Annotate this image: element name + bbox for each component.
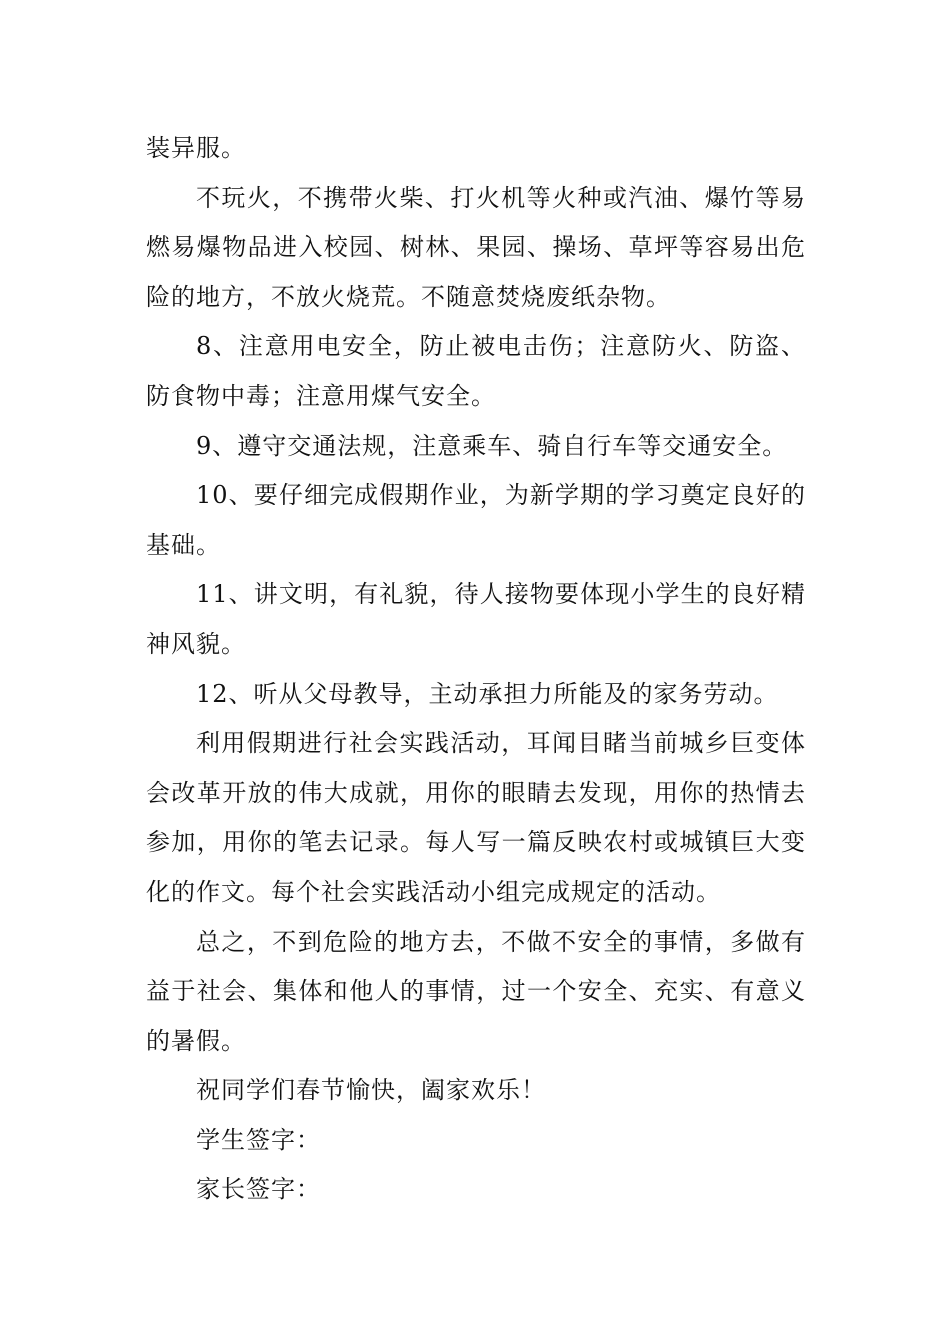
paragraph-item-10: 10、要仔细完成假期作业，为新学期的学习奠定良好的基础。 <box>146 481 806 559</box>
paragraph-summary: 总之，不到危险的地方去，不做不安全的事情，多做有益于社会、集体和他人的事情，过一个安全、充实、有意义的暑假。 <box>146 927 806 1055</box>
paragraph-greeting: 祝同学们春节愉快，阖家欢乐！ <box>196 1076 546 1105</box>
paragraph-item-8: 8、注意用电安全，防止被电击伤；注意防火、防盗、防食物中毒；注意用煤气安全。 <box>146 332 806 410</box>
paragraph-social-practice: 利用假期进行社会实践活动，耳闻目睹当前城乡巨变体会改革开放的伟大成就，用你的眼睛去发现，用你的热情去参加，用你的笔去记录。每人写一篇反映农村或城镇巨大变化的作文。每个社会实践活动小组完成规定的活动。 <box>146 729 806 906</box>
document-body <box>146 124 806 1215</box>
paragraph-item-12: 12、听从父母教导，主动承担力所能及的家务劳动。 <box>196 679 779 708</box>
parent-signature-label: 家长签字： <box>196 1175 321 1204</box>
paragraph-item-9: 9、遵守交通法规，注意乘车、骑自行车等交通安全。 <box>196 431 788 460</box>
student-signature-label: 学生签字： <box>196 1125 321 1154</box>
paragraph-continuation: 装异服。 <box>146 134 246 162</box>
paragraph-item-11: 11、讲文明，有礼貌，待人接物要体现小学生的良好精神风貌。 <box>146 580 806 658</box>
paragraph-fire-safety: 不玩火，不携带火柴、打火机等火种或汽油、爆竹等易燃易爆物品进入校园、树林、果园、操场、草坪等容易出危险的地方，不放火烧荒。不随意焚烧废纸杂物。 <box>146 183 806 311</box>
